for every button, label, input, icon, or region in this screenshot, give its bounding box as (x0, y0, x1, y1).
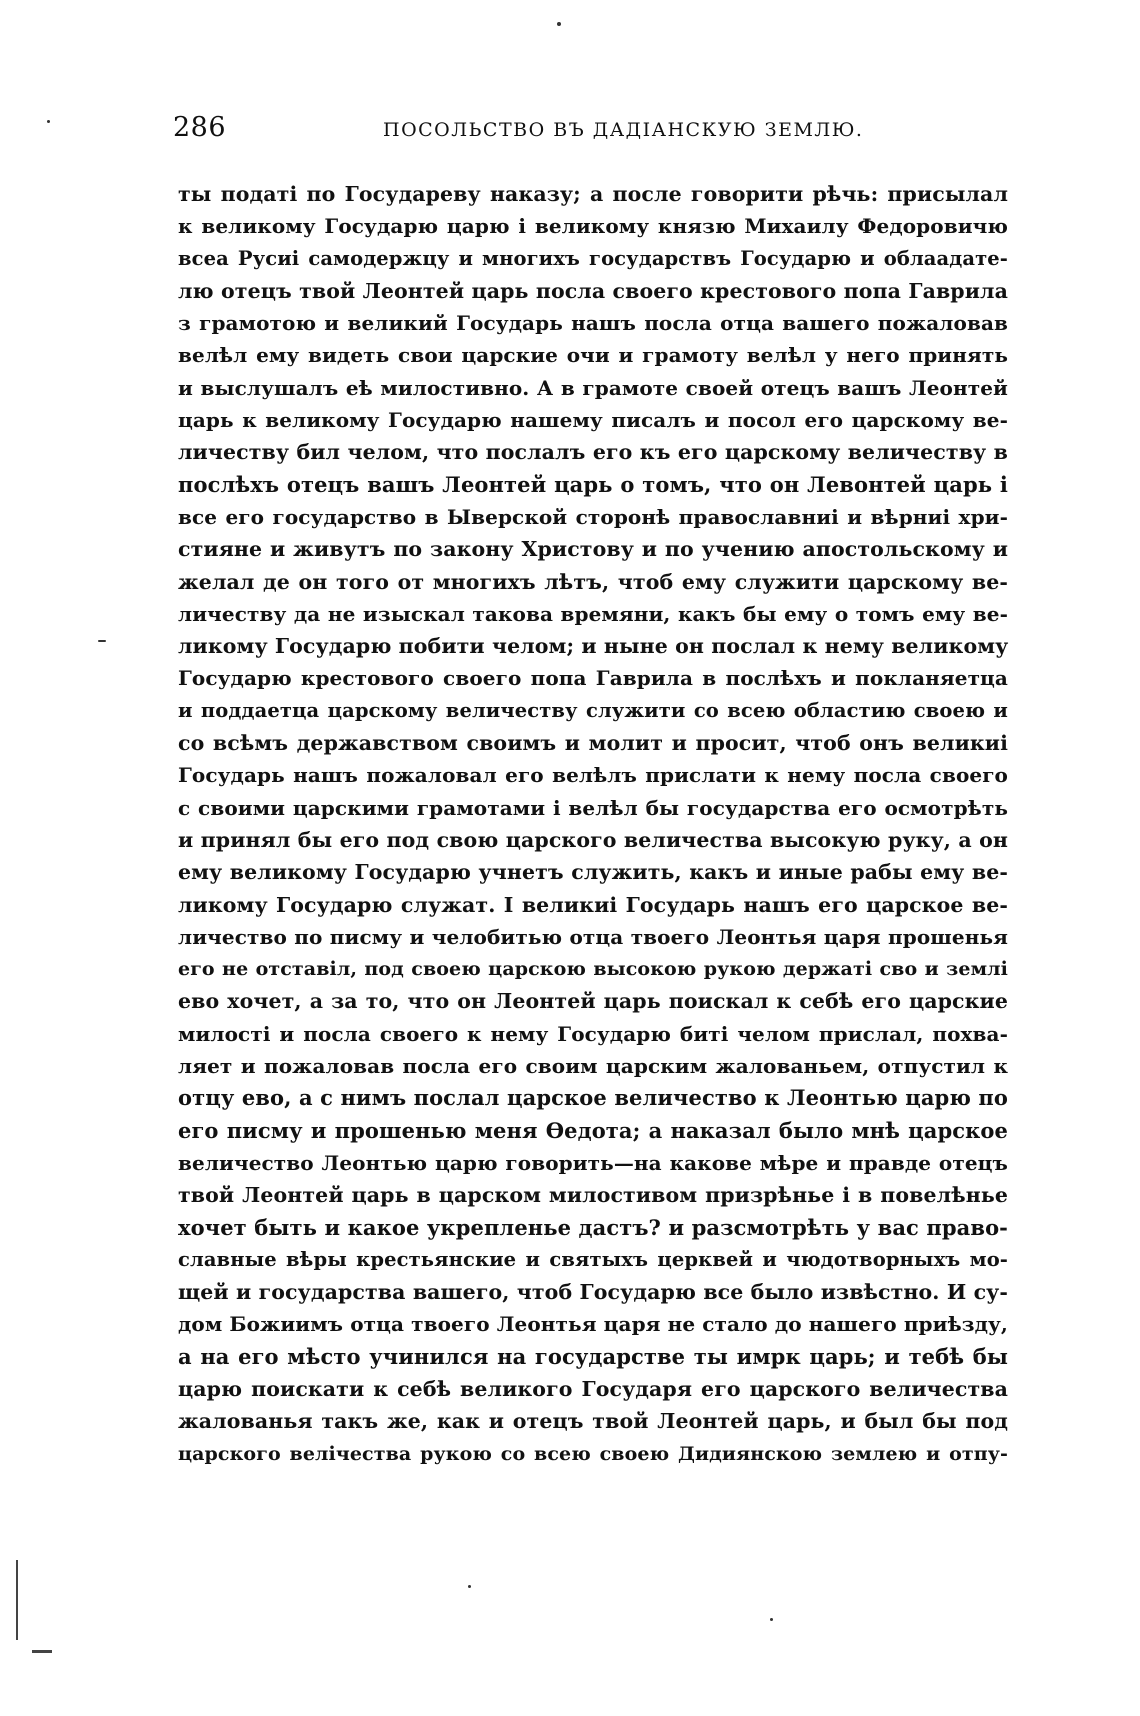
text-line: хочет быть и какое укрепленье дастъ? и разсмотрѣть у вас право- (178, 1214, 1008, 1240)
text-line: все его государство в Ыверской сторонѣ православниі и вѣрниі хри- (178, 504, 1008, 529)
text-line: послѣхъ отецъ вашъ Леонтей царь о томъ, что он Левонтей царь і (178, 471, 1008, 497)
text-line: дом Божиимъ отца твоего Леонтья царя не стало до нашего приѣзду, (178, 1312, 1008, 1337)
text-line: милості и посла своего к нему Государю биті челом прислал, похва- (178, 1021, 1008, 1046)
text-line: царского велічества рукою со всею своею Дидиянскою землею и отпу- (178, 1442, 1008, 1465)
text-line: и принял бы его под свою царского величества высокую руку, а он (178, 827, 1008, 852)
text-line: ляет и пожаловав посла его своим царским жалованьем, отпустил к (178, 1054, 1008, 1079)
text-line: отцу ево, а с нимъ послал царское величество к Леонтью царю по (178, 1085, 1008, 1111)
text-line: его не отставіл, под своею царскою высокою рукою держаті сво и землі (178, 958, 1008, 981)
text-line: ему великому Государю учнетъ служить, какъ и иные рабы ему ве- (178, 860, 1008, 885)
text-line: ликому Государю служат. І великиі Государь нашъ его царское ве- (178, 892, 1008, 917)
page-header (173, 112, 1007, 152)
text-line: желал де он того от многихъ лѣтъ, чтоб ему служити царскому ве- (178, 569, 1008, 594)
text-line: личеству да не изыскал такова времяни, какъ бы ему о томъ ему ве- (178, 601, 1008, 626)
text-line: лю отецъ твой Леонтей царь посла своего крестового попа Гаврила (178, 278, 1008, 303)
text-line: и поддаетца царскому величеству служити со всею областию своею и (178, 698, 1008, 722)
running-title: ПОСОЛЬСТВО ВЪ ДАДІАНСКУЮ ЗЕМЛЮ. (383, 119, 864, 141)
text-line: жалованья такъ же, как и отецъ твой Леонтей царь, и был бы под (178, 1409, 1008, 1434)
scan-speck (557, 22, 561, 26)
text-line: велѣл ему видеть свои царские очи и грамоту велѣл у него принять (178, 343, 1008, 368)
text-line: з грамотою и великий Государь нашъ посла отца вашего пожаловав (178, 311, 1008, 336)
scan-margin-line (32, 1650, 52, 1653)
text-line: царю поискати к себѣ великого Государя его царского величества (178, 1376, 1008, 1401)
text-line: и выслушалъ еѣ милостивно. А в грамоте своей отецъ вашъ Леонтей (178, 375, 1008, 400)
body-text (178, 178, 1008, 1470)
text-line: стияне и живутъ по закону Христову и по учению апостольскому и (178, 537, 1008, 562)
page-number: 286 (173, 112, 227, 143)
text-line: Государь нашъ пожаловал его велѣлъ прислати к нему посла своего (178, 763, 1008, 788)
text-line: к великому Государю царю і великому князю Михаилу Федоровичю (178, 214, 1008, 239)
text-line: царь к великому Государю нашему писалъ и посол его царскому ве- (178, 408, 1008, 433)
text-line: со всѣмъ державством своимъ и молит и просит, чтоб онъ великиі (178, 731, 1008, 756)
text-line: всеа Русиі самодержцу и многихъ государствъ Государю и облаадате- (178, 246, 1008, 270)
text-line: ево хочет, а за то, что он Леонтей царь поискал к себѣ его царские (178, 989, 1008, 1014)
scan-speck (468, 1585, 471, 1588)
scan-speck (770, 1618, 773, 1621)
text-line: а на его мѣсто учинился на государстве ты имрк царь; и тебѣ бы (178, 1343, 1008, 1369)
text-line: ликому Государю побити челом; и ныне он послал к нему великому (178, 634, 1009, 659)
text-line: личество по писму и челобитью отца твоего Леонтья царя прошенья (178, 924, 1008, 949)
text-line: твой Леонтей царь в царском милостивом призрѣнье і в повелѣнье (178, 1183, 1008, 1208)
text-line: его писму и прошенью меня Өедота; а наказал было мнѣ царское (178, 1117, 1008, 1143)
text-line: личеству бил челом, что послалъ его къ его царскому величеству в (178, 440, 1008, 465)
text-line: Государю крестового своего попа Гаврила в послѣхъ и покланяетца (178, 666, 1008, 691)
scan-margin-line (16, 1560, 18, 1640)
text-line: ты податі по Государеву наказу; а после говорити рѣчь: присылал (178, 182, 1008, 206)
text-line: величество Леонтью царю говорить—на какове мѣре и правде отецъ (178, 1150, 1008, 1175)
text-line: славные вѣры крестьянские и святыхъ церквей и чюдотворныхъ мо- (178, 1247, 1008, 1271)
scan-speck (47, 120, 50, 123)
scan-speck (98, 640, 106, 642)
text-line: щей и государства вашего, чтоб Государю все было извѣстно. И су- (178, 1280, 1008, 1305)
text-line: с своими царскими грамотами і велѣл бы государства его осмотрѣть (178, 795, 1008, 820)
